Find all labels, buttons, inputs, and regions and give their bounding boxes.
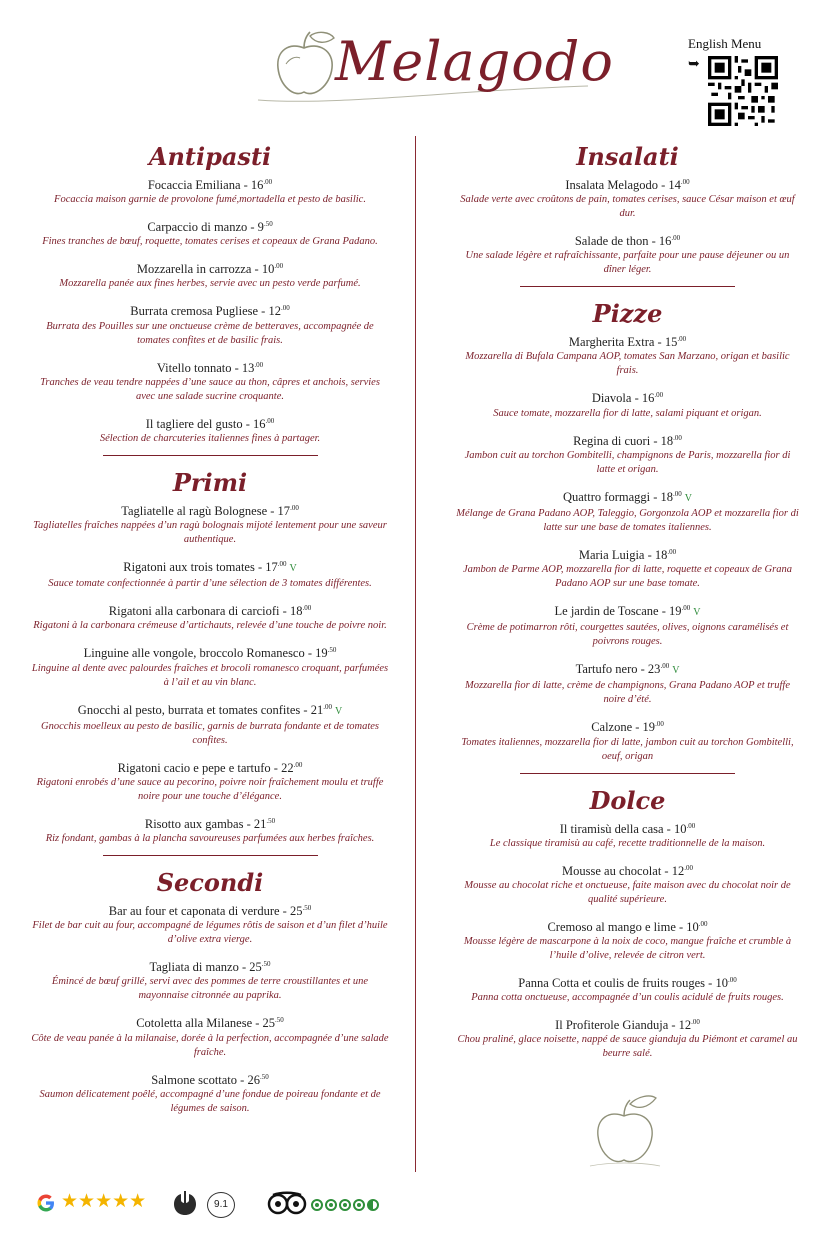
menu-item-price-cents: .00 [667,547,677,556]
vegetarian-icon: V [334,705,343,717]
menu-item-name-text: Insalata Melagodo - 14 [565,178,681,193]
menu-item-price-cents: .50 [327,646,337,655]
left-column [30,140,390,1125]
menu-item-description: Salade verte avec croûtons de pain, tomates cerises, sauce César maison et œuf dur. [460,194,795,220]
rating-dot-icon [353,1199,365,1211]
menu-item [30,699,390,748]
menu-item-name [30,699,390,720]
menu-item [455,331,800,378]
menu-item-name [30,258,390,277]
menu-item [455,916,800,963]
menu-item-price-cents: .00 [681,604,691,613]
menu-item-description: Tomates italiennes, mozzarella fior di latte, jambon cuit au torchon Gombitelli, oeuf, origan [461,736,794,762]
menu-item-name-text: Il Profiterole Gianduja - 12 [555,1018,692,1033]
menu-item-price-cents: .00 [686,821,696,830]
qr-code-icon[interactable] [708,56,778,126]
brand-name: Melagodo [335,30,614,93]
menu-item-name-text: Rigatoni aux trois tomates - 17 [123,560,278,575]
menu-item [455,430,800,477]
menu-item-name-text: Gnocchi al pesto, burrata et tomates confites - 21 [77,702,324,717]
menu-item-description: Filet de bar cuit au four, accompagné de légumes rôtis de saison et d’un filet d’huile d’olive extra vierge. [32,920,388,946]
menu-item-price-cents: .00 [698,919,708,928]
menu-item [455,658,800,707]
section-divider [520,286,735,287]
menu-item-name [30,413,390,432]
menu-item-name [30,357,390,376]
menu-item-price-cents: .00 [302,604,312,613]
menu-item-name [30,500,390,519]
menu-item-price-cents: .00 [691,1018,700,1027]
menu-item-name-text: Cotoletta alla Milanese - 25 [136,1016,276,1031]
menu-item-description: Saumon délicatement poêlé, accompagné d’une fondue de poireau fondante et de légumes de saison. [39,1088,381,1114]
menu-item-price-cents: .00 [727,976,737,985]
menu-item-price-cents: .00 [684,863,693,872]
menu-item-name-text: Carpaccio di manzo - 9 [147,220,264,235]
vegetarian-icon: V [289,563,297,575]
menu-item-price-cents: .00 [277,560,287,569]
menu-item-description: Mousse au chocolat riche et onctueuse, faite maison avec du chocolat noir de qualité supérieure. [464,879,791,905]
menu-item-description: Une salade légère et rafraîchissante, parfaite pour une pause déjeuner ou un dîner léger. [465,250,790,276]
menu-item-name [455,972,800,991]
menu-item-price-cents: .50 [302,904,312,913]
menu-item-name [30,813,390,832]
menu-item-name [455,544,800,563]
menu-item-name-text: Tagliatelle al ragù Bolognese - 17 [121,504,291,519]
menu-item-name [30,600,390,619]
section-title: Primi [172,467,248,497]
menu-item [30,216,390,249]
menu-item [30,413,390,446]
section-title: Pizze [592,299,663,329]
menu-item [455,972,800,1005]
menu-item-price-cents: .00 [655,720,664,729]
google-logo-icon[interactable] [35,1192,57,1214]
menu-item-price-cents: .00 [660,662,670,671]
menu-item-name [455,486,800,507]
menu-item-name-text: Panna Cotta et coulis de fruits rouges - 10 [518,976,728,991]
menu-item-description: Sélection de charcuteries italiennes fines à partager. [99,432,321,444]
right-column [455,140,800,1070]
menu-item [455,860,800,907]
menu-item-name-text: Salmone scottato - 26 [151,1072,260,1087]
menu-item-description: Tagliatelles fraîches nappées d’un ragù bolognais mijoté lentement pour une saveur authentique. [33,520,387,546]
menu-item-price-cents: .00 [290,503,299,512]
menu-item [30,642,390,689]
menu-item [30,258,390,291]
thefork-logo-icon[interactable] [173,1190,197,1216]
google-stars: ★★★★★ [61,1190,147,1212]
menu-item [455,600,800,649]
menu-item [455,818,800,851]
menu-item-price-cents: .50 [266,816,276,825]
menu-item [30,357,390,404]
menu-item-price-cents: .00 [280,304,290,313]
menu-item-description: Sauce tomate confectionnée à partir d’une sélection de 3 tomates différentes. [48,578,372,590]
menu-item-name-text: Il tagliere del gusto - 16 [145,416,266,431]
menu-item-name-text: Regina di cuori - 18 [573,433,674,448]
section-title: Dolce [589,785,666,815]
english-menu-label[interactable]: English Menu [688,36,762,51]
menu-item-price-cents: .00 [680,178,690,186]
header [0,0,833,135]
menu-item-name [30,1069,390,1088]
menu-item-description: Le classique tiramisù au café, recette traditionnelle de la maison. [489,837,766,849]
menu-item-name-text: Bar au four et caponata di verdure - 25 [108,904,303,919]
menu-item-name [30,956,390,975]
rating-half-dot-icon [367,1199,379,1211]
menu-item [30,500,390,547]
menu-item-name [30,556,390,577]
menu-item-description: Émincé de bœuf grillé, servi avec des pommes de terre croustillantes et une mayonnaise citronnée au paprika. [51,976,369,1002]
menu-item-name [455,230,800,249]
menu-item-name [455,600,800,621]
menu-item-name-text: Risotto aux gambas - 21 [144,817,267,832]
menu-item [30,1012,390,1059]
menu-item [30,757,390,804]
menu-item [30,900,390,947]
rating-dot-icon [325,1199,337,1211]
menu-item-name-text: Tagliata di manzo - 25 [149,960,262,975]
menu-item-description: Focaccia maison garnie de provolone fumé,mortadella et pesto de basilic. [54,194,366,206]
menu-item-description: Jambon cuit au torchon Gombitelli, champignons de Paris, mozzarella fior di latte et origan. [464,449,791,475]
column-divider [415,136,416,1172]
menu-item [30,556,390,591]
rating-dot-icon [339,1199,351,1211]
menu-item [30,600,390,633]
menu-item-name-text: Il tiramisù della casa - 10 [559,821,687,836]
menu-item-description: Mozzarella panée aux fines herbes, servie avec un pesto verde parfumé. [59,278,361,290]
menu-item-price-cents: .00 [263,178,273,186]
menu-item-name [455,860,800,879]
menu-item-description: Riz fondant, gambas à la plancha savoureuses parfumées aux herbes fraîches. [45,833,375,845]
section-divider [520,773,735,774]
menu-item-name [455,716,800,735]
menu-item-name-text: Le jardin de Toscane - 19 [554,604,682,619]
menu-item [30,174,390,207]
menu-item-price-cents: .00 [654,391,664,400]
menu-item-name [30,900,390,919]
menu-item-name-text: Burrata cremosa Pugliese - 12 [130,304,281,319]
menu-item-name-text: Maria Luigia - 18 [578,548,668,563]
menu-item-price-cents: .50 [261,960,271,969]
menu-item-description: Tranches de veau tendre nappées d’une sauce au thon, câpres et anchois, servies avec une salade sucrine croquante. [40,376,380,402]
tripadvisor-rating [311,1196,381,1215]
menu-item-name-text: Diavola - 16 [591,391,655,406]
menu-item-name-text: Mozzarella in carrozza - 10 [136,262,275,277]
menu-item-name [30,216,390,235]
menu-item-name [455,387,800,406]
section-title: Secondi [156,868,264,898]
menu-item-description: Sauce tomate, mozzarella fior di latte, salami piquant et origan. [493,407,762,419]
menu-item-price-cents: .00 [323,702,332,711]
menu-item-name [30,1012,390,1031]
menu-item-description: Jambon de Parme AOP, mozzarella fior di latte, roquette et copeaux de Grana Padano AOP sur une base tomate. [463,564,792,590]
menu-item-name-text: Focaccia Emiliana - 16 [147,178,264,193]
vegetarian-icon: V [672,665,680,677]
menu-item-price-cents: .00 [673,433,682,442]
menu-item-name-text: Calzone - 19 [591,720,656,735]
menu-item-name [455,174,800,193]
menu-item-price-cents: .00 [274,262,284,271]
section-title: Insalati [576,142,679,171]
menu-item-name [30,757,390,776]
menu-item-price-cents: .00 [265,416,275,425]
menu-item-description: Rigatoni à la carbonara crémeuse d’artichauts, relevée d’une touche de poivre noir. [33,620,387,632]
thefork-score-badge: 9.1 [207,1192,235,1218]
menu-item [455,716,800,763]
arrow-right-icon: ➥ [688,56,700,72]
menu-item-description: Mélange de Grana Padano AOP, Taleggio, Gorgonzola AOP et mozzarella fior di latte sur une base de tomates italiennes. [456,507,799,533]
menu-item-name [30,300,390,319]
menu-item [455,544,800,591]
menu-item-name-text: Linguine alle vongole, broccolo Romanesco - 19 [83,646,328,661]
apple-decoration-icon [590,1090,660,1170]
menu-item [455,174,800,221]
section-divider [103,455,318,456]
menu-item [455,387,800,420]
menu-item-description: Côte de veau panée à la milanaise, dorée à la perfection, accompagnée d’une salade fraîche. [31,1032,389,1058]
menu-item-name [455,818,800,837]
menu-item-description: Mozzarella fior di latte, crème de champignons, Grana Padano AOP et truffe noire d’été. [465,680,790,706]
menu-item-price-cents: .00 [671,234,681,243]
menu-item [30,956,390,1003]
rating-dot-icon [311,1199,323,1211]
tripadvisor-owl-icon[interactable] [267,1192,307,1214]
menu-item-description: Rigatoni enrobés d’une sauce au pecorino, poivre noir fraîchement moulu et truffe noire pour une touche d’élégance. [36,776,384,802]
menu-item-price-cents: .00 [673,489,682,498]
menu-item [30,300,390,347]
menu-item-description: Chou praliné, glace noisette, nappé de sauce gianduja du Piémont et caramel au beurre salé. [457,1034,798,1060]
menu-item-price-cents: .00 [293,760,303,769]
menu-item [455,230,800,277]
section-divider [103,855,318,856]
menu-item-name-text: Rigatoni alla carbonara di carciofi - 18 [108,604,303,619]
menu-item-name-text: Rigatoni cacio e pepe e tartufo - 22 [117,760,294,775]
menu-item-name-text: Quattro formaggi - 18 [562,489,674,504]
menu-item-name-text: Tartufo nero - 23 [575,662,661,677]
menu-item-name-text: Vitello tonnato - 13 [156,360,255,375]
menu-item-name [30,174,390,193]
menu-item-description: Linguine al dente avec palourdes fraîches et brocoli romanesco croquant, parfumées à l’ail et au vin blanc. [31,662,389,688]
menu-item-description: Gnocchis moelleux au pesto de basilic, garnis de burrata fondante et de tomates confites. [41,720,379,746]
vegetarian-icon: V [693,607,701,619]
menu-item-description: Mousse légère de mascarpone à la noix de coco, mangue fraîche et crumble à l’huile d’olive, relevée de citron vert. [463,936,792,962]
menu-item-description: Burrata des Pouilles sur une onctueuse crème de betteraves, accompagnée de tomates confites et de basilic frais. [46,320,374,346]
menu-item-description: Crème de potimarron rôti, courgettes sautées, olives, oignons caramélisés et poivrons rouges. [466,622,789,648]
menu-item-price-cents: .00 [254,360,264,369]
menu-item-price-cents: .00 [677,335,687,344]
menu-item-name-text: Salade de thon - 16 [574,234,672,249]
section-title: Antipasti [148,142,272,171]
menu-item-description: Mozzarella di Bufala Campana AOP, tomates San Marzano, origan et basilic frais. [465,351,790,377]
menu-item [30,1069,390,1116]
menu-item-price-cents: .50 [275,1016,284,1025]
menu-item-price-cents: .50 [259,1072,269,1081]
menu-item-name [455,1014,800,1033]
menu-item-name [30,642,390,661]
menu-item-name-text: Cremoso al mango e lime - 10 [547,920,699,935]
menu-item [455,486,800,535]
menu-item-description: Panna cotta onctueuse, accompagnée d’un coulis acidulé de fruits rouges. [471,992,784,1004]
menu-item-name-text: Margherita Extra - 15 [568,335,678,350]
menu-item-name [455,658,800,679]
menu-item-name [455,430,800,449]
menu-item-name-text: Mousse au chocolat - 12 [562,863,685,878]
ratings-footer [35,1190,455,1220]
menu-item-description: Fines tranches de bœuf, roquette, tomates cerises et copeaux de Grana Padano. [42,236,378,248]
menu-item [30,813,390,846]
menu-item-name [455,331,800,350]
vegetarian-icon: V [684,492,693,504]
menu-item [455,1014,800,1061]
menu-item-name [455,916,800,935]
menu-item-price-cents: .50 [263,220,273,229]
